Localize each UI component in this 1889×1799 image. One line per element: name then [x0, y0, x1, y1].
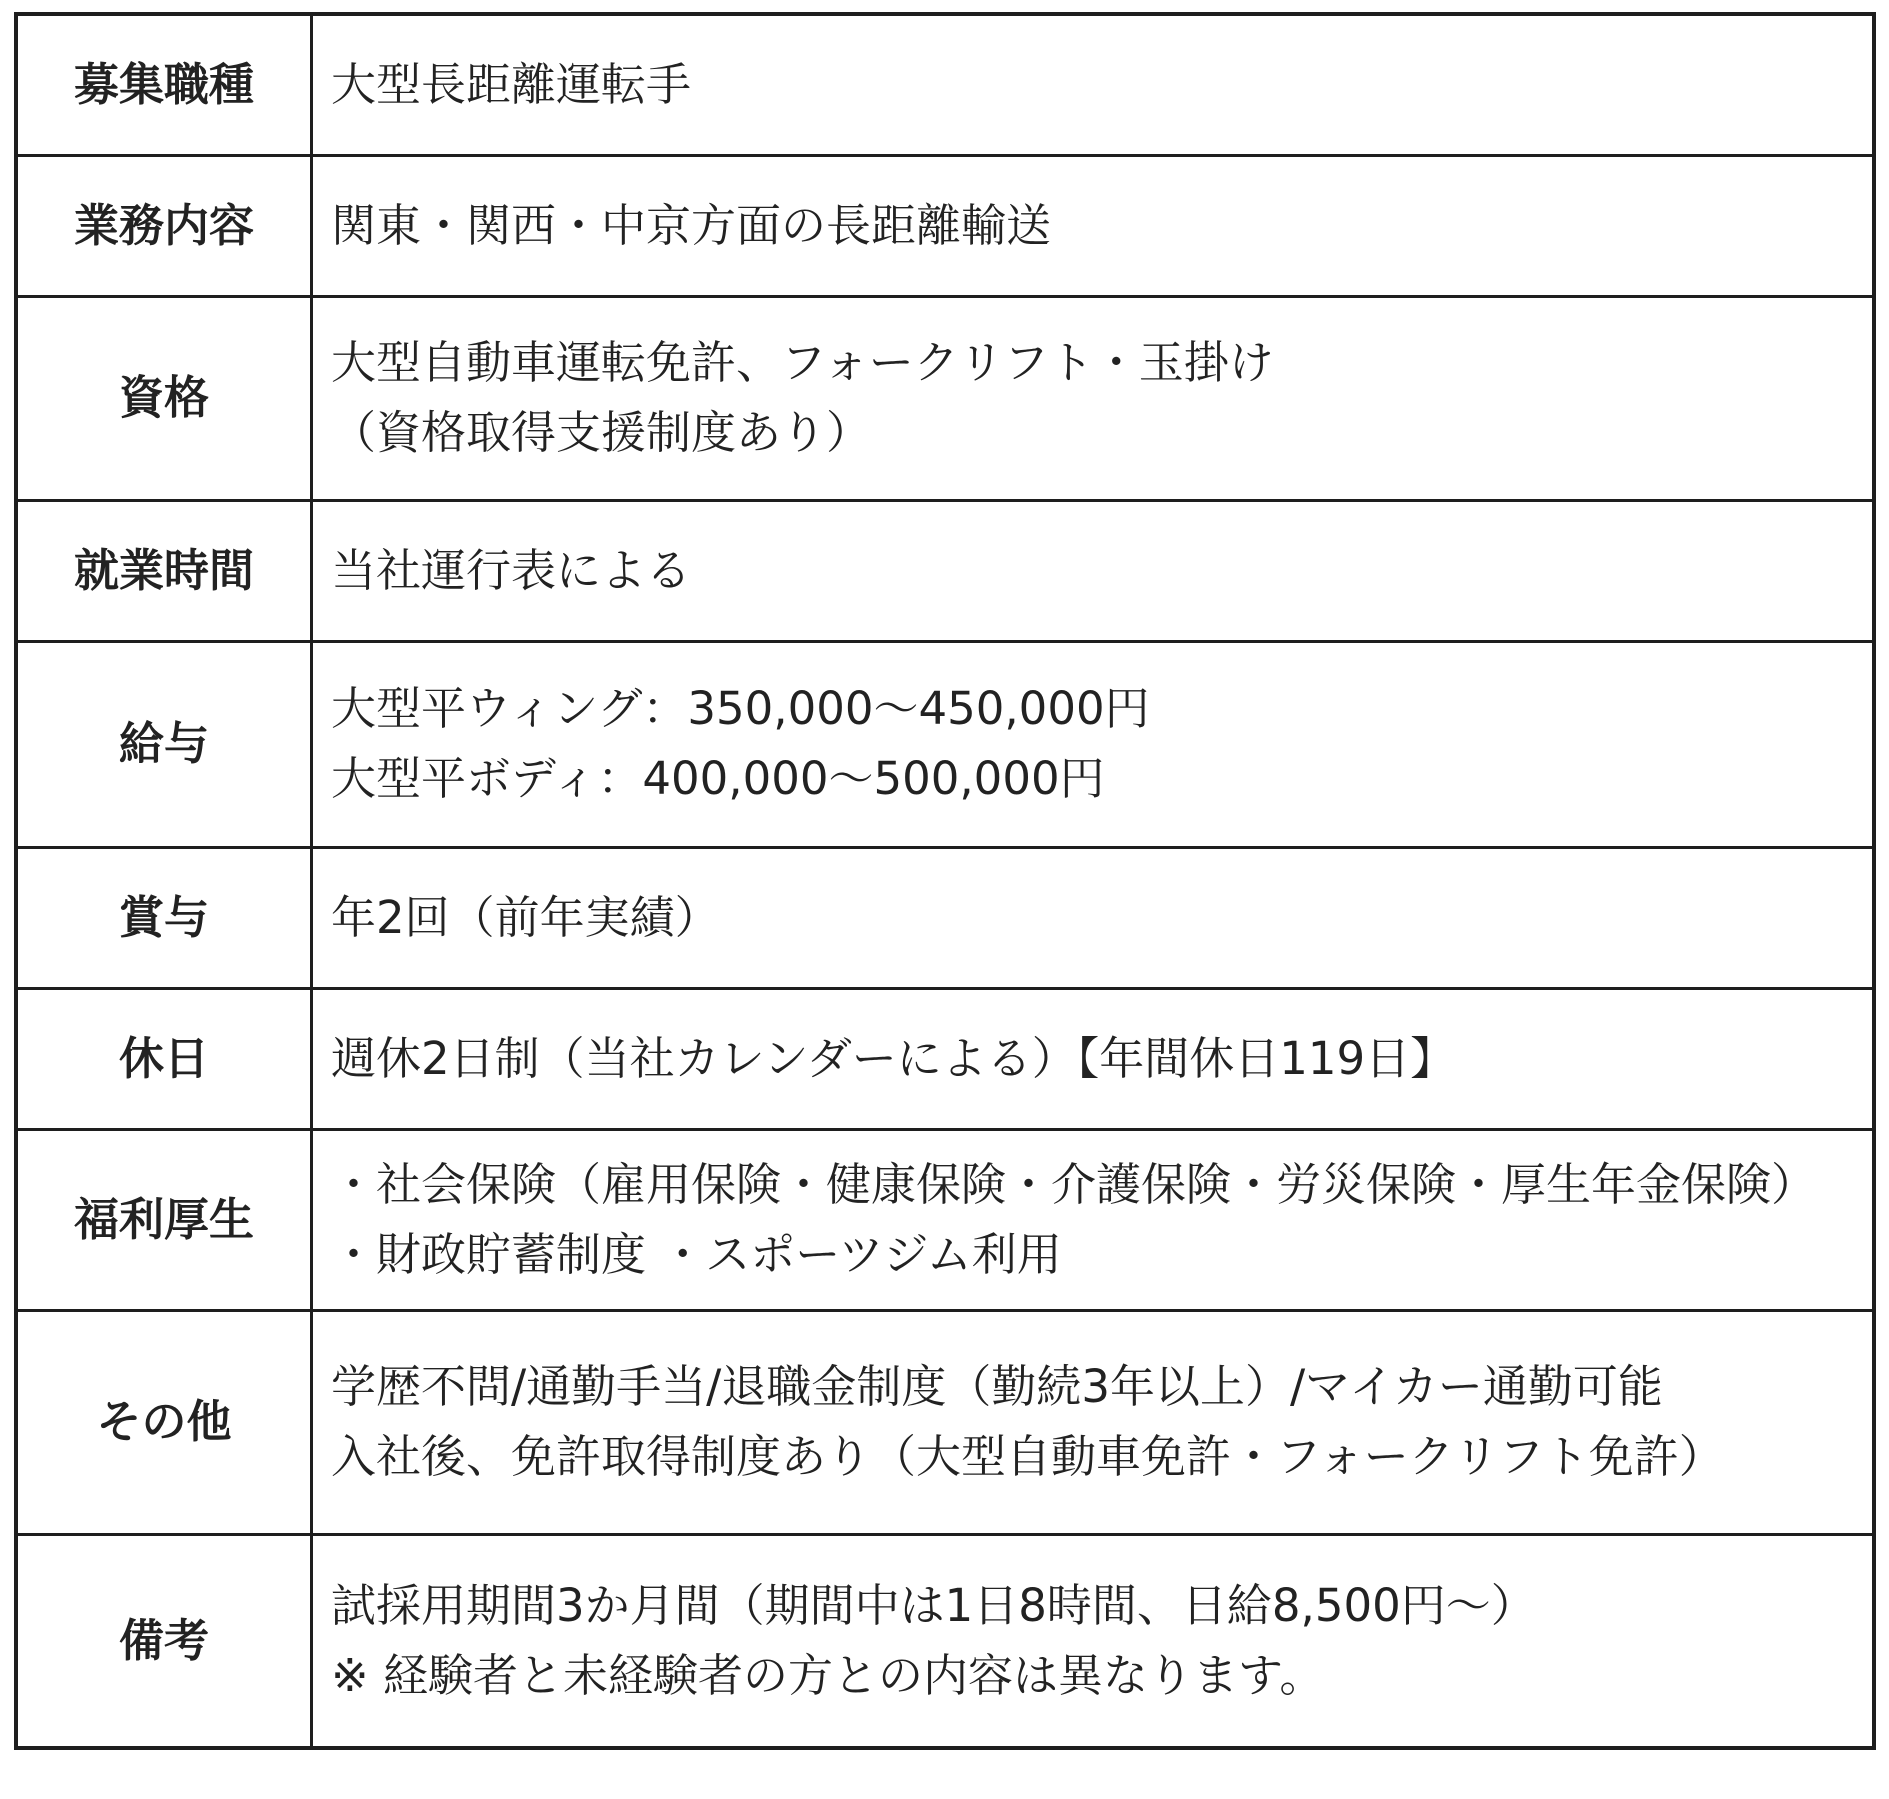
row-holidays — [16, 988, 1874, 1129]
value-line: 大型自動車運転免許、フォークリフト・玉掛け — [331, 336, 1274, 389]
label-remarks: 備考 — [16, 1534, 312, 1748]
value-working-hours — [312, 500, 1875, 641]
value-job-type — [312, 14, 1875, 155]
value-line: 大型平ボディ：400,000～500,000円 — [331, 752, 1105, 805]
value-line: ・社会保険（雇用保険・健康保険・介護保険・労災保険・厚生年金保険） — [331, 1157, 1817, 1211]
label-other: その他 — [16, 1310, 312, 1534]
value-line: ※ 経験者と未経験者の方との内容は異なります。 — [331, 1648, 1325, 1702]
value-line: 週休2日制（当社カレンダーによる）【年間休日119日】 — [331, 1031, 1456, 1085]
value-line: 学歴不問/通勤手当/退職金制度（勤続3年以上）/マイカー通勤可能 — [331, 1360, 1663, 1413]
value-holidays — [312, 988, 1875, 1129]
label-bonus: 賞与 — [16, 847, 312, 988]
value-benefits — [312, 1129, 1875, 1310]
label-benefits: 福利厚生 — [16, 1129, 312, 1310]
value-line: 大型長距離運転手 — [331, 57, 692, 111]
row-duties — [16, 155, 1874, 296]
value-salary — [312, 641, 1875, 847]
value-duties — [312, 155, 1875, 296]
value-qualifications — [312, 296, 1875, 500]
row-job-type — [16, 14, 1874, 155]
value-line: 関東・関西・中京方面の長距離輸送 — [331, 198, 1052, 252]
value-bonus — [312, 847, 1875, 988]
value-other — [312, 1310, 1875, 1534]
row-remarks — [16, 1534, 1874, 1748]
value-line: ・財政貯蓄制度 ・スポーツジム利用 — [331, 1227, 1062, 1281]
label-duties: 業務内容 — [16, 155, 312, 296]
value-line: 年2回（前年実績） — [331, 890, 720, 944]
label-holidays: 休日 — [16, 988, 312, 1129]
label-qualifications: 資格 — [16, 296, 312, 500]
value-line: （資格取得支援制度あり） — [331, 406, 872, 459]
label-salary: 給与 — [16, 641, 312, 847]
row-benefits — [16, 1129, 1874, 1310]
row-bonus — [16, 847, 1874, 988]
value-line: 入社後、免許取得制度あり（大型自動車免許・フォークリフト免許） — [331, 1430, 1724, 1483]
value-remarks — [312, 1534, 1875, 1748]
value-line: 試採用期間3か月間（期間中は1日8時間、日給8,500円～） — [331, 1578, 1536, 1632]
row-salary — [16, 641, 1874, 847]
row-working-hours — [16, 500, 1874, 641]
label-working-hours: 就業時間 — [16, 500, 312, 641]
row-other — [16, 1310, 1874, 1534]
label-job-type: 募集職種 — [16, 14, 312, 155]
job-info-table — [14, 12, 1876, 1750]
value-line: 当社運行表による — [331, 543, 692, 597]
value-line: 大型平ウィング：350,000～450,000円 — [331, 682, 1150, 735]
row-qualifications — [16, 296, 1874, 500]
